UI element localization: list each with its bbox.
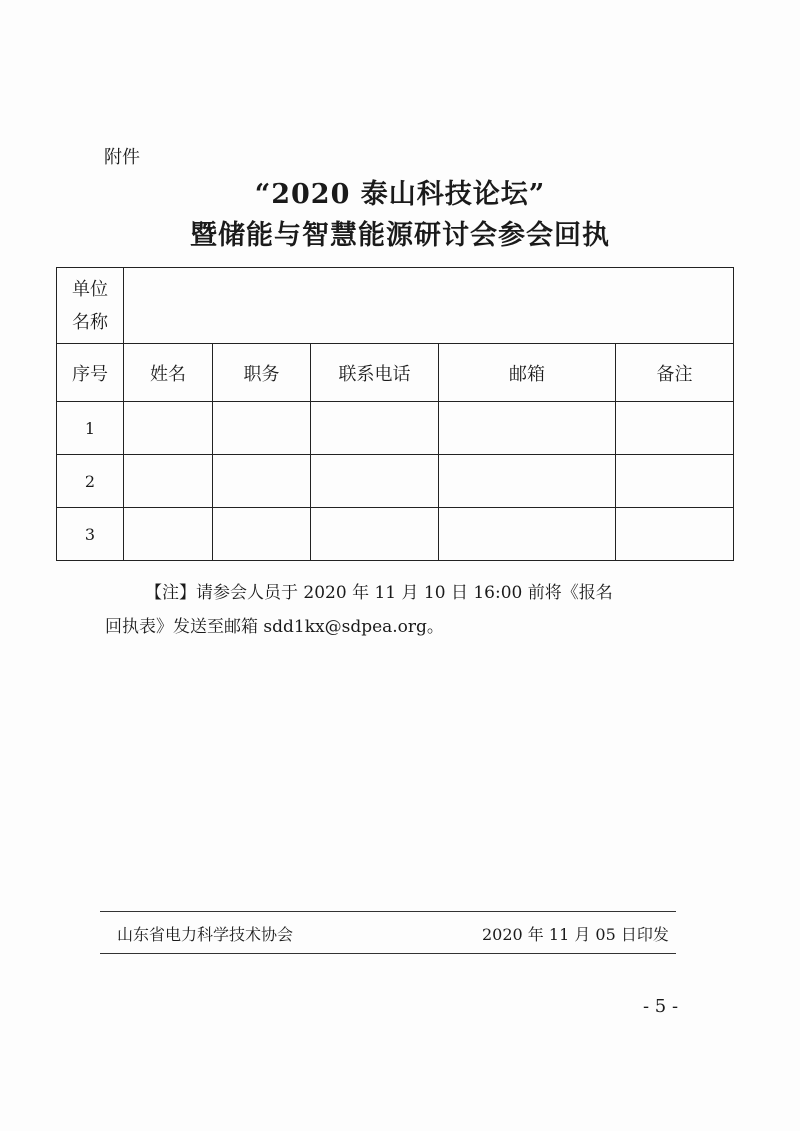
note-line-2: 回执表》发送至邮箱 sdd1kx@sdpea.org。 bbox=[105, 617, 444, 637]
row-index: 2 bbox=[57, 455, 124, 508]
issue-date: 2020 年 11 月 05 日印发 bbox=[482, 925, 669, 944]
position-cell[interactable] bbox=[213, 455, 311, 508]
submission-note bbox=[105, 576, 705, 644]
header-email: 邮箱 bbox=[439, 344, 616, 402]
name-cell[interactable] bbox=[124, 508, 213, 561]
row-index: 3 bbox=[57, 508, 124, 561]
table-row bbox=[57, 508, 734, 561]
issuer-name: 山东省电力科学技术协会 bbox=[117, 925, 294, 944]
footer-top-rule bbox=[100, 911, 676, 912]
name-cell[interactable] bbox=[124, 455, 213, 508]
remark-cell[interactable] bbox=[616, 455, 734, 508]
footer-bottom-rule bbox=[100, 953, 676, 954]
row-index: 1 bbox=[57, 402, 124, 455]
table-row bbox=[57, 402, 734, 455]
table-row bbox=[57, 455, 734, 508]
phone-cell[interactable] bbox=[311, 508, 439, 561]
unit-label-cell bbox=[57, 268, 124, 344]
note-line-1: 【注】请参会人员于 2020 年 11 月 10 日 16:00 前将《报名 bbox=[145, 583, 613, 603]
header-row bbox=[57, 344, 734, 402]
position-cell[interactable] bbox=[213, 402, 311, 455]
page-number: - 5 - bbox=[643, 996, 679, 1017]
email-cell[interactable] bbox=[439, 455, 616, 508]
registration-form-table bbox=[56, 267, 734, 561]
phone-cell[interactable] bbox=[311, 455, 439, 508]
unit-label: 单位名称 bbox=[72, 278, 108, 333]
unit-row bbox=[57, 268, 734, 344]
attachment-label: 附件 bbox=[104, 147, 140, 168]
title-line-2: 暨储能与智慧能源研讨会参会回执 bbox=[190, 220, 610, 251]
header-position: 职务 bbox=[213, 344, 311, 402]
header-name: 姓名 bbox=[124, 344, 213, 402]
name-cell[interactable] bbox=[124, 402, 213, 455]
header-phone: 联系电话 bbox=[311, 344, 439, 402]
header-index: 序号 bbox=[57, 344, 124, 402]
remark-cell[interactable] bbox=[616, 402, 734, 455]
phone-cell[interactable] bbox=[311, 402, 439, 455]
email-cell[interactable] bbox=[439, 402, 616, 455]
header-remark: 备注 bbox=[616, 344, 734, 402]
email-cell[interactable] bbox=[439, 508, 616, 561]
unit-value-cell[interactable] bbox=[124, 268, 734, 344]
title-line-1: “2020 泰山科技论坛” bbox=[254, 179, 546, 210]
remark-cell[interactable] bbox=[616, 508, 734, 561]
position-cell[interactable] bbox=[213, 508, 311, 561]
